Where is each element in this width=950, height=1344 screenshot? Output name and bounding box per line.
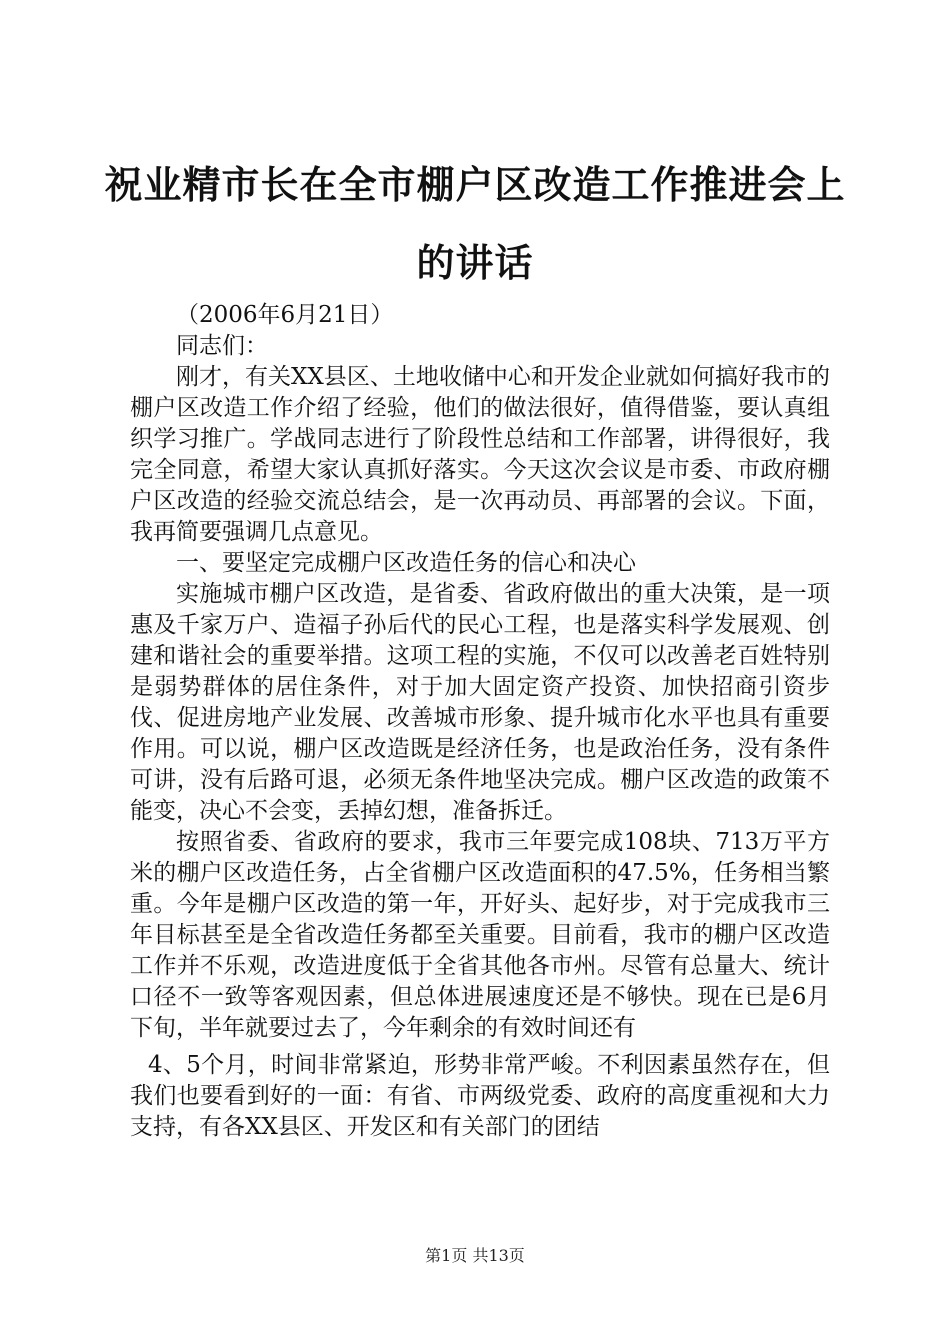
paragraph-targets: 按照省委、省政府的要求，我市三年要完成108块、713万平方米的棚户区改造任务，占全省棚户区改造面积的47.5%，任务相当繁重。今年是棚户区改造的第一年，开好头、起好步，对于完成我市三年目标甚至是全省改造任务都至关重要。目前看，我市的棚户区改造工作并不乐观，改造进度低于全省其他各市州。尽管有总量大、统计口径不一致等客观因素，但总体进展速度还是不够快。现在已是6月下旬，半年就要过去了，今年剩余的有效时间还有: [130, 829, 830, 1041]
page-footer: 第1页 共13页: [425, 1246, 525, 1265]
document-body: [130, 300, 830, 1143]
document-title: 祝业精市长在全市棚户区改造工作推进会上的讲话: [104, 162, 846, 285]
paragraph-significance: 实施城市棚户区改造，是省委、省政府做出的重大决策，是一项惠及千家万户、造福子孙后代的民心工程，也是落实科学发展观、创建和谐社会的重要举措。这项工程的实施，不仅可以改善老百姓特别是弱势群体的居住条件，对于加大固定资产投资、加快招商引资步伐、促进房地产业发展、改善城市形象、提升城市化水平也具有重要作用。可以说，棚户区改造既是经济任务，也是政治任务，没有条件可讲，没有后路可退，必须无条件地坚决完成。棚户区改造的政策不能变，决心不会变，丢掉幻想，准备拆迁。: [130, 581, 830, 824]
paragraph-opening: 刚才，有关XX县区、土地收储中心和开发企业就如何搞好我市的棚户区改造工作介绍了经验，他们的做法很好，值得借鉴，要认真组织学习推广。学战同志进行了阶段性总结和工作部署，讲得很好，我完全同意，希望大家认真抓好落实。今天这次会议是市委、市政府棚户区改造的经验交流总结会，是一次再动员、再部署的会议。下面，我再简要强调几点意见。: [130, 364, 830, 545]
speech-date: （2006年6月21日）: [176, 302, 394, 328]
salutation: 同志们：: [176, 333, 268, 359]
paragraph-continuation: 4、5个月，时间非常紧迫，形势非常严峻。不利因素虽然存在，但我们也要看到好的一面：有省、市两级党委、政府的高度重视和大力支持，有各XX县区、开发区和有关部门的团结: [130, 1052, 830, 1140]
section-heading-1: 一、要坚定完成棚户区改造任务的信心和决心: [176, 550, 636, 576]
